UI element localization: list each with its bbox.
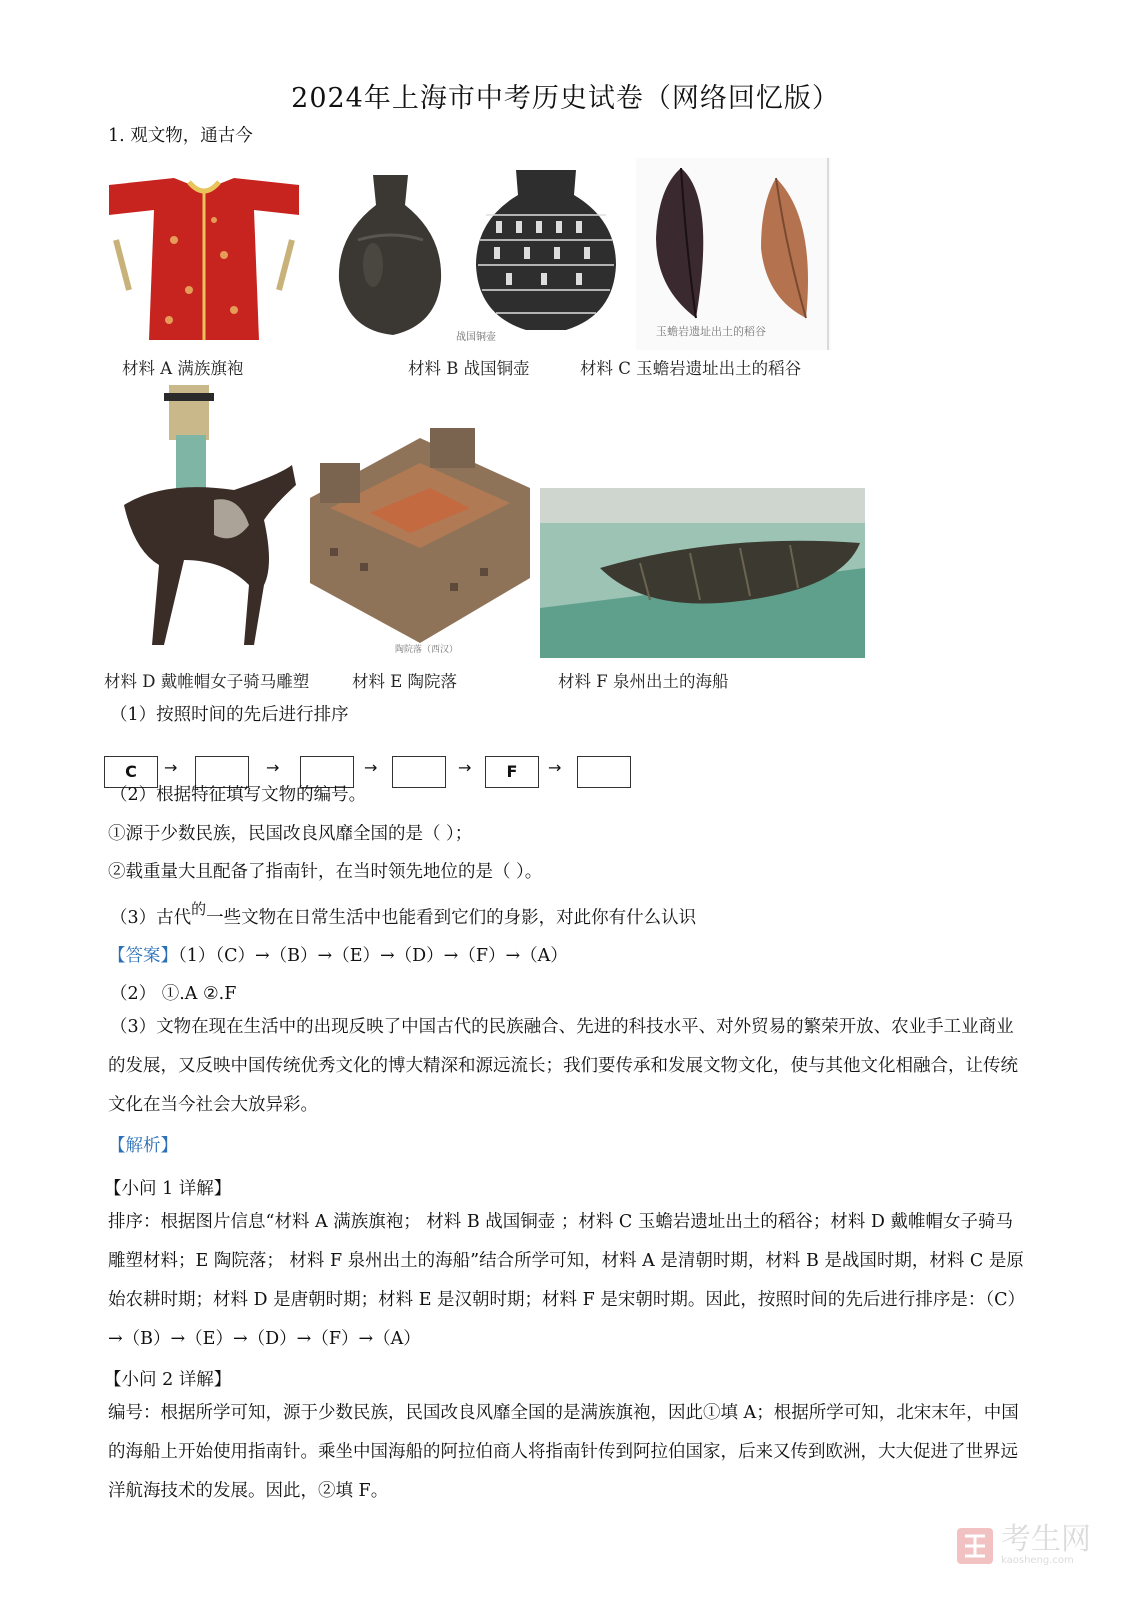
caption-b: 材料 B 战国铜壶 (408, 359, 530, 378)
courtyard-small-label: 陶院落（西汉） (395, 645, 459, 655)
sequence-box-6[interactable] (577, 756, 631, 788)
watermark-text: 考生网 (1001, 1522, 1091, 1557)
detail-2-body: 编号：根据所学可知，源于少数民族，民国改良风靡全国的是满族旗袍，因此①填 A；根据所学可知，北宋末年，中国的海船上开始使用指南针。乘坐中国海船的阿拉伯商人将指南针传到阿拉伯国家，后来又传到欧洲，大大促进了世界远洋航海技术的发展。因此，②填 F。 (108, 1403, 1019, 1501)
bronze-pot-image (333, 165, 448, 345)
sub-question-2-item-1: ①源于少数民族，民国改良风靡全国的是（ ）； (108, 824, 473, 844)
bronze-pot-small-label: 战国铜壶 (456, 332, 496, 343)
horse-rider-image (104, 385, 299, 655)
sub-question-2: （2）根据特征填写文物的编号。 (110, 785, 367, 805)
sub-question-3-end: 一些文物在日常生活中也能看到它们的身影，对此你有什么认识 (206, 908, 697, 928)
sub-question-3-start: （3）古代 (110, 908, 192, 928)
arrow-icon: → (458, 758, 472, 777)
arrow-icon: → (266, 758, 280, 777)
answer-tag: 【答案】 (108, 946, 178, 966)
caption-d: 材料 D 戴帷帽女子骑马雕塑 (104, 672, 310, 691)
sub-question-2-item-2: ②载重量大且配备了指南针，在当时领先地位的是（ ）。 (108, 862, 543, 882)
caption-c: 材料 C 玉蟾岩遗址出土的稻谷 (580, 359, 802, 378)
analysis-tag: 【解析】 (108, 1136, 178, 1156)
sequence-box-1[interactable]: C (104, 756, 158, 788)
detail-2-heading: 【小问 2 详解】 (104, 1370, 232, 1390)
qipao-image (104, 160, 304, 350)
arrow-icon: → (164, 758, 178, 777)
watermark-logo (955, 1522, 1091, 1566)
rice-image (636, 158, 831, 350)
bronze-pot-rubbing-image (456, 165, 626, 345)
arrow-icon: → (364, 758, 378, 777)
sequence-box-5[interactable]: F (485, 756, 539, 788)
sub-question-3-sup: 的 (191, 900, 207, 918)
page-title: 2024年上海市中考历史试卷（网络回忆版） (291, 83, 840, 114)
answer-2: （2） ①.A ②.F (110, 984, 237, 1004)
kaosheng-logo-icon (955, 1526, 995, 1566)
caption-f: 材料 F 泉州出土的海船 (558, 672, 729, 691)
sub-question-3 (110, 900, 697, 929)
answer-row-1 (108, 942, 568, 967)
quanzhou-ship-image (540, 488, 865, 658)
detail-1-body: 排序：根据图片信息“材料 A 满族旗袍； 材料 B 战国铜壶 ；材料 C 玉蟾岩遗址出土的稻谷；材料 D 戴帷帽女子骑马雕塑材料；E 陶院落； 材料 F 泉州出土的海船”结合所学可知，材料 A 是清朝时期，材料 B 是战国时期，材料 C 是原始农耕时期；材料 D 是唐朝时期；材料 E 是汉朝时期；材料 F 是宋朝时期。因此，按照时间的先后进行排序是：（C）→（B）→（E）→（D）→（F）→（A） (108, 1212, 1025, 1349)
caption-a: 材料 A 满族旗袍 (122, 359, 244, 378)
answer-3: （3）文物在现在生活中的出现反映了中国古代的民族融合、先进的科技水平、对外贸易的繁荣开放、农业手工业商业的发展，又反映中国传统优秀文化的博大精深和源远流长；我们要传承和发展文物文化，使与其他文化相融合，让传统文化在当今社会大放异彩。 (108, 1017, 1018, 1115)
rice-small-label: 玉蟾岩遗址出土的稻谷 (656, 325, 766, 338)
watermark-url: kaosheng.com (1001, 1555, 1074, 1566)
answer-1: （1）（C）→（B）→（E）→（D）→（F）→（A） (178, 946, 568, 966)
question-1-heading: 1. 观文物，通古今 (108, 126, 253, 146)
pottery-courtyard-image (300, 408, 535, 658)
sequence-box-4[interactable] (392, 756, 446, 788)
arrow-icon: → (548, 758, 562, 777)
detail-1-heading: 【小问 1 详解】 (104, 1179, 232, 1199)
sub-question-1: （1）按照时间的先后进行排序 (110, 705, 349, 725)
caption-e: 材料 E 陶院落 (352, 672, 458, 691)
